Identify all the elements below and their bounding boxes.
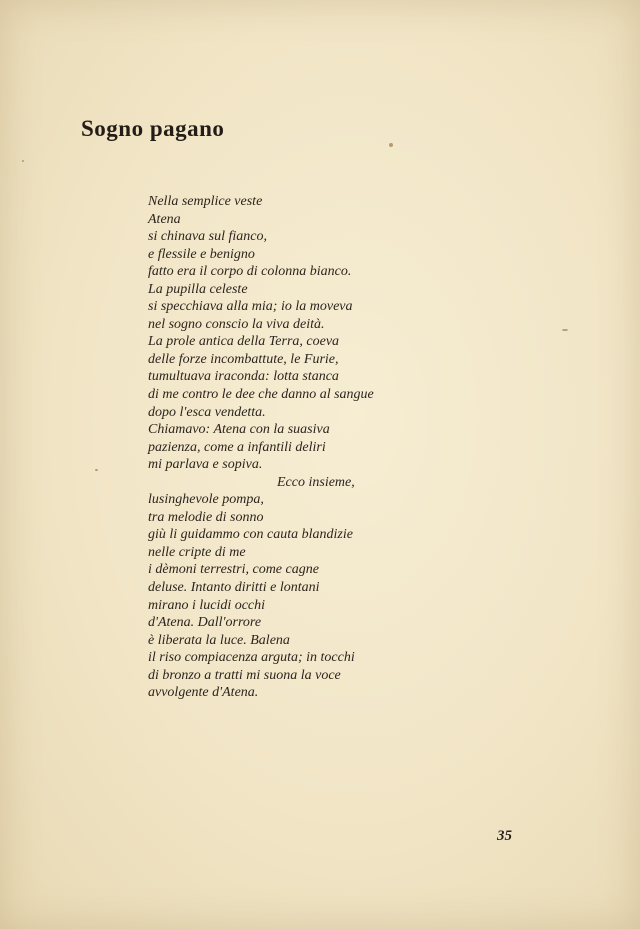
paper-speck [95,469,98,471]
poem-line-indented: Ecco insieme, [277,474,355,490]
page-number: 35 [497,828,512,844]
poem-line: i dèmoni terrestri, come cagne [148,562,319,578]
poem-line: mirano i lucidi occhi [148,597,266,613]
poem-line: giù li guidammo con cauta blandizie [148,527,353,543]
poem-line: Chiamavo: Atena con la suasiva [148,422,330,438]
poem-line: delle forze incombattute, le Furie, [148,351,339,367]
poem-line: mi parlava e sopiva. [148,457,263,473]
paper-speck [389,143,393,147]
poem-title: Sogno pagano [81,116,225,141]
paper-speck [22,160,24,162]
poem-line: La pupilla celeste [148,281,248,297]
poem-line: nelle cripte di me [148,544,246,560]
poem-line: il riso compiacenza arguta; in tocchi [148,650,355,666]
poem-body [148,193,374,702]
poem-line: Nella semplice veste [148,194,263,209]
poem-line: Atena [148,211,181,227]
poem-line: tra melodie di sonno [148,509,264,525]
poem-line: e flessile e benigno [148,246,255,262]
poem-line: d'Atena. Dall'orrore [148,615,262,631]
poem-line: di bronzo a tratti mi suona la voce [148,667,341,683]
poem-line: fatto era il corpo di colonna bianco. [148,264,352,280]
poem-line: pazienza, come a infantili deliri [148,439,326,455]
poem-line: deluse. Intanto diritti e lontani [148,580,320,596]
poem-line: dopo l'esca vendetta. [148,404,266,420]
poem-line: La prole antica della Terra, coeva [148,334,340,350]
poem-line: si chinava sul fianco, [148,229,267,245]
poem-line: si specchiava alla mia; io la moveva [148,299,353,315]
paper-speck [562,329,568,331]
poem-line: di me contro le dee che danno al sangue [148,387,374,403]
poem-line: lusinghevole pompa, [148,492,264,508]
poem-line: nel sogno conscio la viva deità. [148,316,325,332]
poem-line: è liberata la luce. Balena [148,632,290,648]
poem-line: tumultuava iraconda: lotta stanca [148,369,339,385]
poem-line: avvolgente d'Atena. [148,685,259,701]
